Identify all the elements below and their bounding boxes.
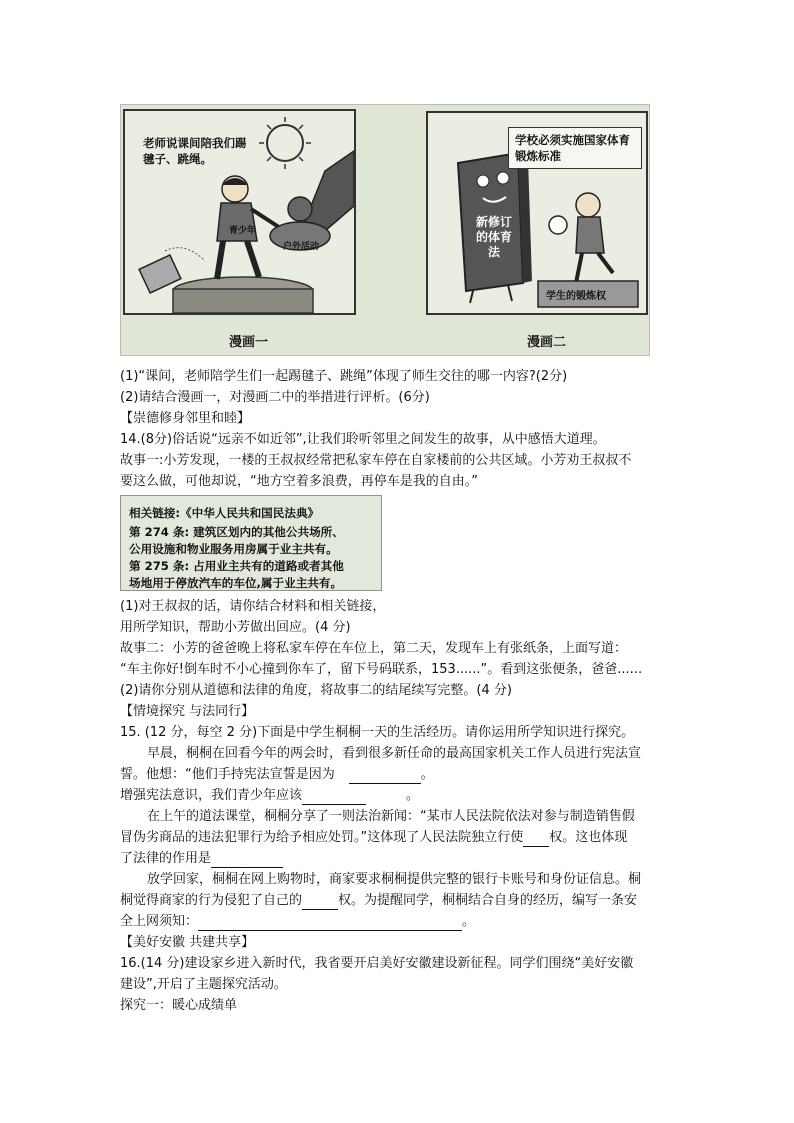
q15-p3c-end: 。 [462,914,476,929]
comic-illustration [120,104,650,356]
q15-p2-line3 [120,850,283,868]
answer-blank-6[interactable] [198,916,462,931]
code-box-line: 第 275 条: 占用业主共有的道路或者其他 [129,559,344,573]
q15-p2c-text: 了法律的作用是 [120,851,212,866]
comic-two-speech: 学校必须实施国家体育锻炼标准 [508,127,642,169]
q15-p3c-text: 全上网须知： [120,914,199,929]
answer-blank-5[interactable] [302,895,338,910]
q15-p1-text: 誓。他想：“他们手持宪法宣誓是因为 [120,767,335,782]
q14-part1-line1: (1)对王叔叔的话，请你结合材料和相关链接， [120,599,386,614]
q14-part2: (2)请你分别从道德和法律的角度，将故事二的结尾续写完整。(4 分) [120,683,512,698]
q14-story1-line2: 要这么做，可他却说，“地方空着多浪费，再停车是我的自由。” [120,474,478,489]
q15-p3b-mid: 权。为提醒同学，桐桐结合自身的经历，编写一条安 [338,893,638,908]
q14-intro: 14.(8分)俗话说“远亲不如近邻”,让我们聆听邻里之间发生的故事，从中感悟大道理。 [120,432,606,447]
q15-p2b-mid: 权。这也体现 [549,830,628,845]
comic-two-book-label: 新修订的体育法 [475,215,512,259]
comic-panel-two [426,111,648,315]
q16-explore1: 探究一：暖心成绩单 [120,998,238,1013]
q15-p1-end: 。 [420,767,434,782]
q15-p2b-text: 冒伪劣商品的违法犯罪行为给予相应处罚。”这体现了人民法院独立行使 [120,830,524,845]
answer-blank-1[interactable] [349,769,421,784]
section-heading-law: 【情境探究 与法同行】 [120,704,255,719]
comic-panel-one [123,109,356,315]
comic-caption-two: 漫画二 [527,335,567,350]
q15-p2-line2 [120,829,627,847]
q15-p1c-text: 增强宪法意识，我们青少年应该 [120,788,303,803]
q15-p3-line1: 放学回家，桐桐在网上购物时，商家要求桐桐提供完整的银行卡账号和身份证信息。桐 [147,872,642,887]
answer-blank-2[interactable] [302,790,366,805]
comic-one-label-outdoor: 户外活动 [283,242,320,252]
q15-p3-line2 [120,892,637,910]
q14-story2-line2: “车主你好!倒车时不小心撞到你车了，留下号码联系，153......”。看到这张便条，爸爸...... [120,662,643,677]
q15-intro: 15. (12 分，每空 2 分)下面是中学生桐桐一天的生活经历。请你运用所学知识进行探究。 [120,725,635,740]
q15-p1-line1: 早晨，桐桐在回看今年的两会时，看到很多新任命的最高国家机关工作人员进行宪法宣 [147,746,642,761]
q15-p1c-end: 。 [406,788,420,803]
section-heading-neighbors: 【崇德修身邻里和睦】 [120,411,251,426]
q16-intro-line1: 16.(14 分)建设家乡进入新时代，我省要开启美好安徽建设新征程。同学们围绕“美好安徽 [120,956,634,971]
code-box-line: 第 274 条: 建筑区划内的其他公共场所、 [129,525,344,539]
q15-p1-line2 [120,766,434,784]
answer-blank-4[interactable] [211,853,283,868]
q13-part1: (1)“课间，老师陪学生们一起踢毽子、跳绳”体现了师生交往的哪一内容?(2分) [120,369,568,384]
comic-two-platform-label: 学生的锻炼权 [546,291,606,302]
q15-p1-line3 [120,787,419,805]
code-box-title: 相关链接:《中华人民共和国民法典》 [129,506,320,520]
q14-story2-line1: 故事二：小芳的爸爸晚上将私家车停在车位上，第二天，发现车上有张纸条，上面写道： [120,641,628,656]
q15-p3-line3 [120,913,475,931]
q15-p2-line1: 在上午的道法课堂，桐桐分享了一则法治新闻：“某市人民法院依法对参与制造销售假 [147,809,635,824]
q16-intro-line2: 建设”,开启了主题探究活动。 [120,977,287,992]
comic-one-speech: 老师说课间陪我们踢毽子、跳绳。 [143,136,247,166]
answer-blank-3[interactable] [523,832,549,847]
q13-part2: (2)请结合漫画一，对漫画二中的举措进行评析。(6分) [120,390,430,405]
code-box-line: 公用设施和物业服务用房属于业主共有。 [129,542,338,556]
civil-code-link-box [120,495,382,591]
comic-caption-one: 漫画一 [229,335,269,350]
q14-part1-line2: 用所学知识，帮助小芳做出回应。(4 分) [120,620,351,635]
comic-one-label-youth: 青少年 [229,226,257,236]
section-heading-anhui: 【美好安徽 共建共享】 [120,935,255,950]
q14-story1-line1: 故事一:小芳发现，一楼的王叔叔经常把私家车停在自家楼前的公共区域。小芳劝王叔叔不 [120,453,632,468]
code-box-line: 场地用于停放汽车的车位,属于业主共有。 [129,576,343,590]
q15-p3b-text: 桐觉得商家的行为侵犯了自己的 [120,893,303,908]
